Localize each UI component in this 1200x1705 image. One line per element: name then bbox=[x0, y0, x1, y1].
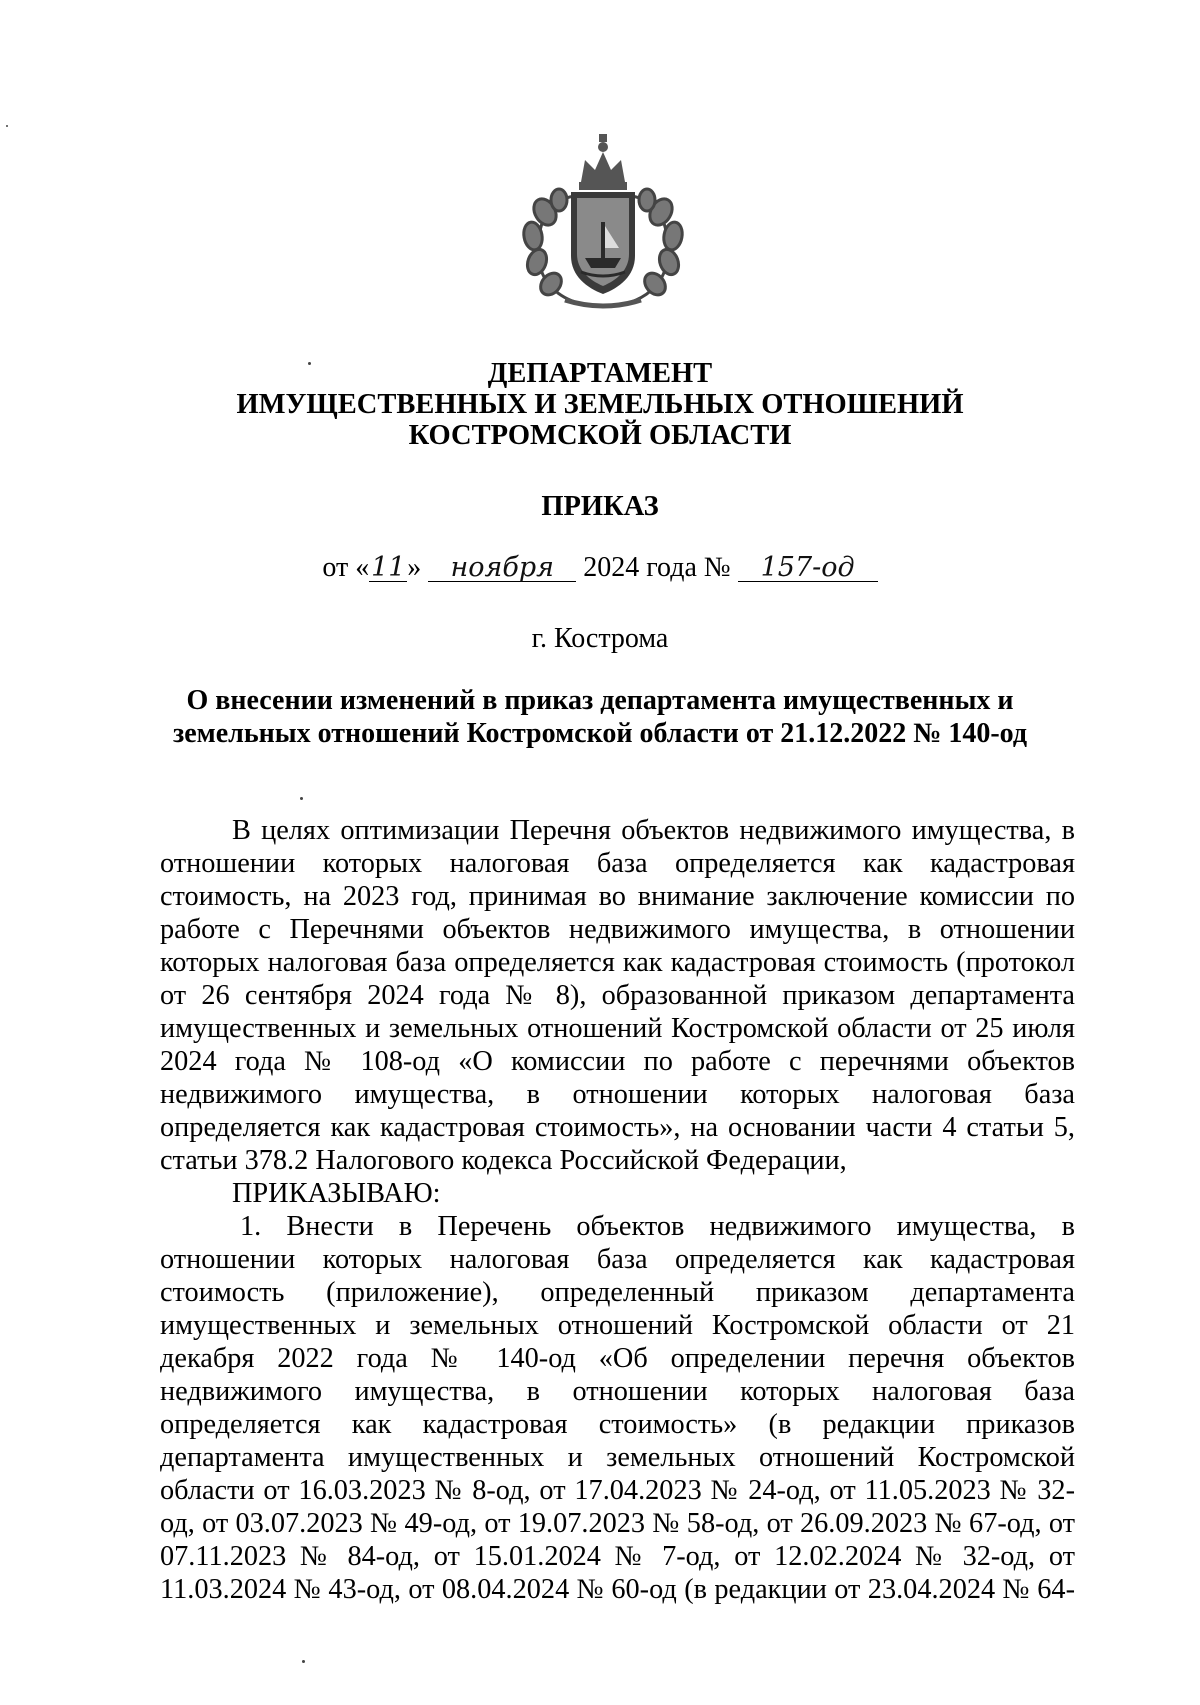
department-line-1: ДЕПАРТАМЕНТ bbox=[487, 358, 713, 389]
subject-line-1: О внесении изменений в приказ департамента имущественных и bbox=[186, 685, 1014, 716]
body-line: недвижимого имущества, в отношении которых налоговая база bbox=[160, 1079, 1075, 1110]
body-line: работе с Перечнями объектов недвижимого имущества, в отношении bbox=[160, 914, 1075, 945]
body-line: 1. Внести в Перечень объектов недвижимого имущества, в bbox=[240, 1211, 1075, 1242]
body-line: от 26 сентября 2024 года № 8), образованной приказом департамента bbox=[160, 980, 1075, 1011]
scan-speck bbox=[6, 125, 8, 127]
body-line: декабря 2022 года № 140-од «Об определении перечня объектов bbox=[160, 1343, 1075, 1374]
body-line: которых налоговая база определяется как кадастровая стоимость (протокол bbox=[160, 947, 1075, 978]
department-name bbox=[0, 358, 1200, 451]
date-prefix: от « bbox=[322, 552, 370, 583]
order-dateline bbox=[0, 552, 1200, 584]
body-line: В целях оптимизации Перечня объектов недвижимого имущества, в bbox=[232, 815, 1075, 846]
document-type-title: ПРИКАЗ bbox=[541, 491, 659, 522]
body-line: стоимость, на 2023 год, принимая во внимание заключение комиссии по bbox=[160, 881, 1075, 912]
body-line: определяется как кадастровая стоимость» (в редакции приказов bbox=[160, 1409, 1075, 1440]
city-line: г. Кострома bbox=[531, 623, 669, 654]
body-line: области от 16.03.2023 № 8-од, от 17.04.2023 № 24-од, от 11.05.2023 № 32- bbox=[160, 1475, 1075, 1506]
handwritten-order-number: 157-од bbox=[738, 555, 878, 582]
body-line: 2024 года № 108-од «О комиссии по работе с перечнями объектов bbox=[160, 1046, 1075, 1077]
body-line: 07.11.2023 № 84-од, от 15.01.2024 № 7-од, от 12.02.2024 № 32-од, от bbox=[160, 1541, 1075, 1572]
body-line: отношении которых налоговая база определяется как кадастровая bbox=[160, 1244, 1075, 1275]
body-line: недвижимого имущества, в отношении которых налоговая база bbox=[160, 1376, 1075, 1407]
body-line: статьи 378.2 Налогового кодекса Российской Федерации, bbox=[160, 1145, 847, 1176]
department-line-3: КОСТРОМСКОЙ ОБЛАСТИ bbox=[408, 420, 792, 451]
scan-speck bbox=[300, 797, 303, 800]
order-subject bbox=[0, 684, 1200, 750]
body-line: определяется как кадастровая стоимость», на основании части 4 статьи 5, bbox=[160, 1112, 1075, 1143]
date-mid: » bbox=[407, 552, 422, 583]
body-line: имущественных и земельных отношений Костромской области от 25 июля bbox=[160, 1013, 1075, 1044]
body-line: 11.03.2024 № 43-од, от 08.04.2024 № 60-од (в редакции от 23.04.2024 № 64- bbox=[160, 1574, 1075, 1605]
handwritten-month: ноября bbox=[428, 555, 576, 582]
date-year-text: 2024 года № bbox=[583, 552, 731, 583]
body-line: имущественных и земельных отношений Костромской области от 21 bbox=[160, 1310, 1075, 1341]
handwritten-day: 11 bbox=[371, 552, 406, 583]
subject-line-2: земельных отношений Костромской области от 21.12.2022 № 140-од bbox=[172, 718, 1028, 749]
coat-of-arms-emblem bbox=[515, 130, 691, 312]
order-directive: ПРИКАЗЫВАЮ: bbox=[232, 1178, 441, 1209]
body-line: отношении которых налоговая база определяется как кадастровая bbox=[160, 848, 1075, 879]
body-line: од, от 03.07.2023 № 49-од, от 19.07.2023 № 58-од, от 26.09.2023 № 67-од, от bbox=[160, 1508, 1075, 1539]
body-line: департамента имущественных и земельных отношений Костромской bbox=[160, 1442, 1075, 1473]
scan-speck bbox=[302, 1660, 305, 1663]
body-line: стоимость (приложение), определенный приказом департамента bbox=[160, 1277, 1075, 1308]
department-line-2: ИМУЩЕСТВЕННЫХ И ЗЕМЕЛЬНЫХ ОТНОШЕНИЙ bbox=[236, 389, 964, 420]
order-body bbox=[160, 814, 1075, 1606]
scan-speck bbox=[308, 362, 311, 365]
